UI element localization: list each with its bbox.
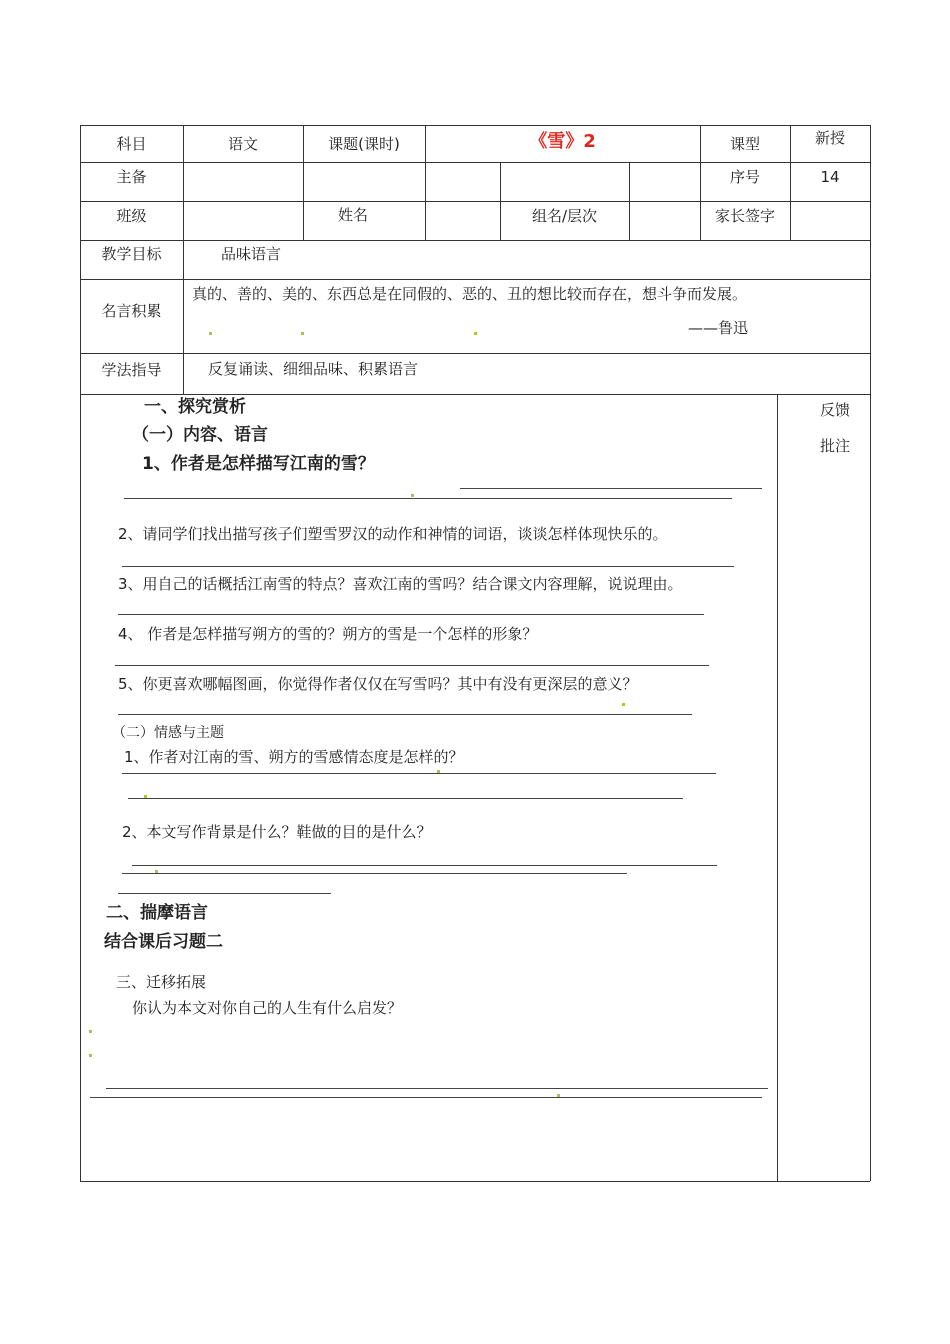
scan-speck (557, 1094, 560, 1097)
question-1: 1、作者是怎样描写江南的雪？ (142, 454, 375, 474)
annotation-label: 批注 (820, 437, 851, 455)
answer-line[interactable] (118, 614, 704, 615)
subject-value: 语文 (227, 135, 258, 153)
table-border-left (80, 125, 81, 1181)
scan-speck (155, 870, 158, 873)
scan-speck (437, 770, 440, 773)
method-value: 反复诵读、细细品味、积累语言 (208, 360, 419, 378)
name-label: 姓名 (337, 206, 368, 224)
question-6: 1、作者对江南的雪、朔方的雪感情态度是怎样的？ (124, 748, 464, 766)
table-rule (80, 353, 870, 354)
lesson-title: 《雪》2 (529, 131, 596, 152)
scan-speck (622, 703, 625, 706)
scan-speck (89, 1054, 92, 1057)
section3-question: 你认为本文对你自己的人生有什么启发？ (132, 999, 403, 1017)
question-7: 2、本文写作背景是什么？鞋做的目的是什么？ (122, 823, 432, 841)
table-col-divider (183, 125, 184, 394)
answer-line[interactable] (122, 566, 734, 567)
serial-value: 14 (820, 168, 840, 186)
scan-speck (474, 332, 477, 335)
answer-line[interactable] (118, 893, 331, 894)
parent-sign-label: 家长签字 (714, 207, 775, 225)
table-col-divider (500, 162, 501, 240)
answer-line[interactable] (115, 665, 709, 666)
type-value: 新授 (814, 129, 845, 147)
feedback-label: 反馈 (820, 401, 851, 419)
table-rule (80, 162, 870, 163)
quote-author: ——鲁迅 (688, 319, 749, 337)
quote-label: 名言积累 (101, 302, 162, 320)
preparer-label: 主备 (116, 168, 147, 186)
table-border-bottom (80, 1181, 870, 1182)
question-2: 2、请同学们找出描写孩子们塑雪罗汉的动作和神情的词语，谈谈怎样体现快乐的。 (118, 525, 668, 543)
serial-label: 序号 (729, 168, 760, 186)
answer-line[interactable] (132, 865, 717, 866)
scan-speck (89, 1030, 92, 1033)
question-3: 3、用自己的话概括江南雪的特点？喜欢江南的雪吗？结合课文内容理解，说说理由。 (118, 575, 683, 593)
table-border-top (80, 125, 870, 126)
subject-label: 科目 (116, 135, 147, 153)
table-rule (80, 394, 870, 395)
scan-speck (301, 332, 304, 335)
section1-title: 一、探究赏析 (144, 397, 246, 417)
table-rule (80, 240, 870, 241)
answer-line[interactable] (122, 773, 716, 774)
section3-title: 三、迁移拓展 (116, 973, 207, 991)
answer-line[interactable] (460, 488, 762, 489)
scan-speck (144, 795, 147, 798)
table-rule (80, 279, 870, 280)
table-border-right (870, 125, 871, 1181)
topic-label: 课题(课时) (328, 135, 400, 153)
answer-line[interactable] (106, 1088, 768, 1089)
question-5: 5、你更喜欢哪幅图画，你觉得作者仅仅在写雪吗？其中有没有更深层的意义？ (118, 675, 638, 693)
type-label: 课型 (729, 135, 760, 153)
answer-line[interactable] (124, 498, 732, 499)
scan-speck (411, 494, 414, 497)
section2-text: 结合课后习题二 (104, 932, 223, 952)
section1-sub1: （一）内容、语言 (132, 425, 268, 445)
answer-line[interactable] (128, 798, 683, 799)
answer-line[interactable] (122, 873, 627, 874)
class-label: 班级 (116, 207, 147, 225)
answer-line[interactable] (90, 1097, 762, 1098)
goals-label: 教学目标 (101, 245, 162, 263)
goals-value: 品味语言 (221, 245, 282, 263)
method-label: 学法指导 (101, 361, 162, 379)
table-rule (80, 201, 870, 202)
quote-text: 真的、善的、美的、东西总是在同假的、恶的、丑的想比较而存在，想斗争而发展。 (192, 285, 748, 303)
section1-sub2: （二）情感与主题 (112, 725, 224, 741)
side-column-divider (777, 394, 778, 1181)
question-4: 4、 作者是怎样描写朔方的雪的？朔方的雪是一个怎样的形象？ (118, 625, 538, 643)
group-label: 组名/层次 (531, 207, 598, 225)
scan-speck (209, 332, 212, 335)
table-col-divider (629, 162, 630, 240)
section2-title: 二、揣摩语言 (106, 903, 208, 923)
answer-line[interactable] (118, 714, 692, 715)
